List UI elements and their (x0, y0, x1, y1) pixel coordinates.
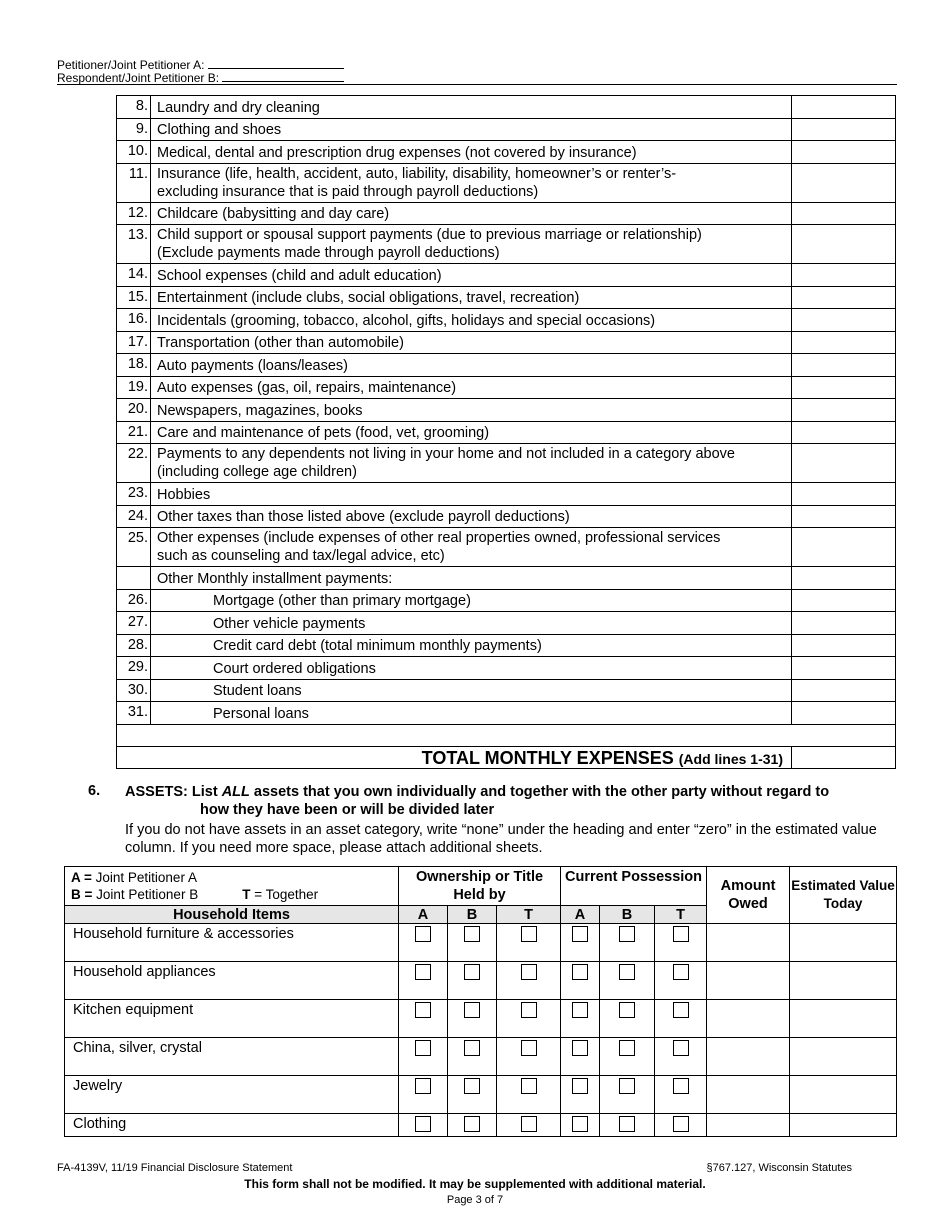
estimated-value-field[interactable] (790, 1114, 897, 1137)
possession-col-t: T (655, 906, 707, 924)
expense-text: Other taxes than those listed above (exclude payroll deductions) (157, 509, 570, 525)
estimated-value-field[interactable] (790, 1038, 897, 1076)
expense-row (117, 309, 896, 332)
assets-section-title (125, 783, 895, 819)
blank-row (117, 724, 896, 746)
expense-row (117, 505, 896, 528)
blank-cell (117, 724, 896, 746)
expense-amount-field[interactable] (792, 483, 896, 506)
checkbox-pos-b[interactable] (619, 1116, 635, 1132)
checkbox-own-b[interactable] (464, 1078, 480, 1094)
assets-title-emphasis: ALL (221, 784, 250, 800)
line-number: 30. (117, 679, 151, 702)
estimated-value-field[interactable] (790, 1076, 897, 1114)
expense-row (117, 264, 896, 287)
expense-amount-field[interactable] (792, 202, 896, 225)
expense-row (117, 444, 896, 483)
page-number: Page 3 of 7 (446, 1194, 504, 1206)
line-number: 10. (117, 141, 151, 164)
amount-owed-field[interactable] (707, 1076, 790, 1114)
expense-description (151, 118, 792, 141)
checkbox-cell (561, 962, 600, 1000)
checkbox-pos-a[interactable] (572, 1002, 588, 1018)
expense-row (117, 421, 896, 444)
checkbox-cell (655, 1000, 707, 1038)
expense-description (151, 483, 792, 506)
asset-row (65, 1114, 897, 1137)
expense-description (151, 225, 792, 264)
installment-amount-field[interactable] (792, 612, 896, 635)
checkbox-pos-t[interactable] (673, 1002, 689, 1018)
line-number: 31. (117, 702, 151, 725)
installment-amount-empty (792, 567, 896, 590)
possession-col-a: A (561, 906, 600, 924)
asset-row (65, 1000, 897, 1038)
expense-row (117, 141, 896, 164)
line-number: 15. (117, 286, 151, 309)
line-number: 11. (117, 163, 151, 202)
expense-text: Transportation (other than automobile) (157, 335, 404, 351)
expense-text-cont: (including college age children) (157, 464, 357, 480)
line-number: 19. (117, 376, 151, 399)
expense-description (151, 399, 792, 422)
amount-owed-field[interactable] (707, 962, 790, 1000)
expense-amount-field[interactable] (792, 421, 896, 444)
checkbox-cell (399, 1114, 448, 1137)
checkbox-cell (399, 924, 448, 962)
line-number: 27. (117, 612, 151, 635)
checkbox-cell (448, 1114, 497, 1137)
expense-text: Insurance (life, health, accident, auto, liability, disability, homeowner’s or renter’s- (157, 165, 677, 182)
checkbox-cell (561, 1000, 600, 1038)
checkbox-own-a[interactable] (415, 1040, 431, 1056)
expense-description (151, 331, 792, 354)
amount-owed-field[interactable] (707, 1000, 790, 1038)
expense-amount-field[interactable] (792, 225, 896, 264)
asset-item-label: China, silver, crystal (65, 1038, 399, 1076)
line-number: 20. (117, 399, 151, 422)
household-items-header: Household Items (65, 906, 399, 924)
expense-text: Hobbies (157, 486, 211, 503)
line-number: 23. (117, 483, 151, 506)
checkbox-pos-b[interactable] (619, 926, 635, 942)
installment-description: Personal loans (151, 702, 792, 725)
line-number: 16. (117, 309, 151, 332)
checkbox-own-a[interactable] (415, 1002, 431, 1018)
checkbox-cell (497, 1114, 561, 1137)
line-number: 21. (117, 421, 151, 444)
line-number: 29. (117, 657, 151, 680)
installment-row (117, 589, 896, 612)
installment-amount-field[interactable] (792, 679, 896, 702)
checkbox-cell (561, 1038, 600, 1076)
checkbox-own-t[interactable] (521, 1002, 537, 1018)
expense-description (151, 444, 792, 483)
checkbox-cell (655, 924, 707, 962)
asset-item-label: Kitchen equipment (65, 1000, 399, 1038)
expense-amount-field[interactable] (792, 163, 896, 202)
checkbox-cell (561, 924, 600, 962)
installment-description: Other vehicle payments (151, 612, 792, 635)
expense-text: Childcare (babysitting and day care) (157, 206, 390, 222)
expense-amount-field[interactable] (792, 376, 896, 399)
installment-row (117, 657, 896, 680)
checkbox-cell (497, 1038, 561, 1076)
expense-description (151, 286, 792, 309)
expense-row (117, 163, 896, 202)
expense-text: Payments to any dependents not living in your home and not included in a category above (157, 446, 735, 462)
checkbox-own-b[interactable] (464, 964, 480, 980)
checkbox-cell (600, 1114, 655, 1137)
possession-header: Current Possession (561, 867, 707, 906)
checkbox-cell (600, 1076, 655, 1114)
checkbox-pos-t[interactable] (673, 1040, 689, 1056)
expense-description (151, 141, 792, 164)
checkbox-cell (497, 1000, 561, 1038)
ownership-header: Ownership or Title Held by (399, 867, 561, 906)
petitioner-b-label: Respondent/Joint Petitioner B: (57, 71, 220, 85)
installment-row (117, 702, 896, 725)
total-note: (Add lines 1-31) (678, 750, 783, 767)
installment-label: Other Monthly installment payments: (151, 567, 792, 590)
expense-amount-field[interactable] (792, 96, 896, 119)
expense-description (151, 202, 792, 225)
asset-item-label: Jewelry (65, 1076, 399, 1114)
checkbox-cell (399, 1038, 448, 1076)
amount-owed-field[interactable] (707, 1114, 790, 1137)
line-number: 25. (117, 528, 151, 567)
monthly-expenses-table (116, 95, 896, 769)
section-number: 6. (88, 783, 101, 799)
checkbox-own-b[interactable] (464, 926, 480, 942)
checkbox-pos-t[interactable] (673, 926, 689, 942)
installment-heading-row (117, 567, 896, 590)
expense-amount-field[interactable] (792, 118, 896, 141)
checkbox-pos-t[interactable] (673, 964, 689, 980)
expense-description (151, 309, 792, 332)
expense-row (117, 376, 896, 399)
checkbox-cell (399, 962, 448, 1000)
assets-title-line2: how they have been or will be divided later (200, 802, 495, 818)
expense-text-cont: such as counseling and tax/legal advice, etc) (157, 548, 445, 564)
expense-description (151, 163, 792, 202)
expense-description (151, 376, 792, 399)
installment-description: Court ordered obligations (151, 657, 792, 680)
checkbox-cell (497, 924, 561, 962)
petitioner-b-line (57, 70, 344, 85)
expense-text: Care and maintenance of pets (food, vet, grooming) (157, 425, 490, 441)
ownership-col-t: T (497, 906, 561, 924)
expense-row (117, 225, 896, 264)
estimated-value-field[interactable] (790, 1000, 897, 1038)
installment-description: Mortgage (other than primary mortgage) (151, 589, 792, 612)
installment-amount-field[interactable] (792, 657, 896, 680)
line-number: 12. (117, 202, 151, 225)
line-number: 22. (117, 444, 151, 483)
expense-amount-field[interactable] (792, 309, 896, 332)
checkbox-pos-a[interactable] (572, 964, 588, 980)
checkbox-own-t[interactable] (521, 964, 537, 980)
checkbox-own-t[interactable] (521, 926, 537, 942)
checkbox-pos-t[interactable] (673, 1078, 689, 1094)
line-number-empty (117, 567, 151, 590)
checkbox-cell (448, 924, 497, 962)
checkbox-own-a[interactable] (415, 926, 431, 942)
expense-amount-field[interactable] (792, 528, 896, 567)
legend-cell (65, 867, 399, 906)
checkbox-cell (600, 1000, 655, 1038)
checkbox-own-t[interactable] (521, 1116, 537, 1132)
asset-row (65, 924, 897, 962)
expense-row (117, 118, 896, 141)
expense-amount-field[interactable] (792, 264, 896, 287)
asset-row (65, 962, 897, 1000)
amount-owed-field[interactable] (707, 1038, 790, 1076)
checkbox-own-t[interactable] (521, 1078, 537, 1094)
checkbox-cell (655, 1076, 707, 1114)
checkbox-pos-a[interactable] (572, 1040, 588, 1056)
checkbox-own-t[interactable] (521, 1040, 537, 1056)
petitioner-a-label: Petitioner/Joint Petitioner A: (57, 58, 205, 72)
possession-col-b: B (600, 906, 655, 924)
assets-title-rest: assets that you own individually and together with the other party without regard to (249, 784, 830, 800)
checkbox-own-a[interactable] (415, 1078, 431, 1094)
checkbox-cell (561, 1076, 600, 1114)
checkbox-cell (448, 1038, 497, 1076)
installment-row (117, 634, 896, 657)
expense-row (117, 202, 896, 225)
legend-b-t: B = Joint Petitioner B T = Together (71, 887, 319, 902)
expense-text: School expenses (child and adult education) (157, 267, 442, 284)
checkbox-pos-a[interactable] (572, 1078, 588, 1094)
installment-row (117, 612, 896, 635)
checkbox-own-b[interactable] (464, 1116, 480, 1132)
assets-instructions: If you do not have assets in an asset category, write “none” under the heading and enter “zero” in the estimated value column. If you need more space, please attach additional sheets. (125, 822, 877, 856)
expense-row (117, 399, 896, 422)
checkbox-cell (600, 924, 655, 962)
total-label: TOTAL MONTHLY EXPENSES (421, 747, 674, 768)
checkbox-cell (448, 1076, 497, 1114)
checkbox-own-b[interactable] (464, 1002, 480, 1018)
expense-amount-field[interactable] (792, 141, 896, 164)
checkbox-cell (655, 962, 707, 1000)
checkbox-cell (655, 1038, 707, 1076)
line-number: 28. (117, 634, 151, 657)
expense-text: Other expenses (include expenses of other real properties owned, professional services (157, 530, 721, 546)
checkbox-cell (600, 1038, 655, 1076)
expense-text: Laundry and dry cleaning (157, 99, 320, 116)
checkbox-cell (561, 1114, 600, 1137)
petitioner-a-field[interactable] (208, 57, 344, 69)
line-number: 14. (117, 264, 151, 287)
estimated-value-field[interactable] (790, 924, 897, 962)
total-row (117, 746, 896, 768)
line-number: 8. (117, 96, 151, 119)
expense-text: Newspapers, magazines, books (157, 402, 363, 419)
statute-ref: §767.127, Wisconsin Statutes (706, 1162, 852, 1174)
expense-text-cont: excluding insurance that is paid through payroll deductions) (157, 183, 539, 200)
expense-amount-field[interactable] (792, 286, 896, 309)
installment-row (117, 679, 896, 702)
checkbox-pos-b[interactable] (619, 964, 635, 980)
installment-description: Student loans (151, 679, 792, 702)
checkbox-cell (448, 1000, 497, 1038)
form-id: FA-4139V, 11/19 Financial Disclosure Statement (57, 1162, 293, 1174)
expense-amount-field[interactable] (792, 399, 896, 422)
checkbox-cell (399, 1000, 448, 1038)
modification-notice: This form shall not be modified. It may be supplemented with additional material. (244, 1177, 706, 1191)
legend-a: A = Joint Petitioner A (71, 870, 197, 885)
asset-item-label: Household appliances (65, 962, 399, 1000)
ownership-col-a: A (399, 906, 448, 924)
expense-row (117, 528, 896, 567)
asset-item-label: Household furniture & accessories (65, 924, 399, 962)
expense-description (151, 96, 792, 119)
expense-row (117, 286, 896, 309)
expense-row (117, 331, 896, 354)
checkbox-cell (600, 962, 655, 1000)
expense-amount-field[interactable] (792, 444, 896, 483)
household-assets-table (64, 866, 897, 1137)
checkbox-cell (448, 962, 497, 1000)
installment-amount-field[interactable] (792, 702, 896, 725)
expense-row (117, 96, 896, 119)
line-number: 9. (117, 118, 151, 141)
expense-row (117, 354, 896, 377)
expense-description (151, 528, 792, 567)
expense-text: Child support or spousal support payments (due to previous marriage or relationship) (157, 227, 702, 243)
expense-description (151, 354, 792, 377)
checkbox-cell (655, 1114, 707, 1137)
expense-text: Entertainment (include clubs, social obligations, travel, recreation) (157, 290, 580, 306)
expense-text: Incidentals (grooming, tobacco, alcohol, gifts, holidays and special occasions) (157, 312, 656, 329)
line-number: 26. (117, 589, 151, 612)
checkbox-pos-t[interactable] (673, 1116, 689, 1132)
checkbox-pos-b[interactable] (619, 1040, 635, 1056)
expense-description (151, 264, 792, 287)
petitioner-b-field[interactable] (222, 70, 344, 82)
installment-amount-field[interactable] (792, 589, 896, 612)
asset-row (65, 1076, 897, 1114)
total-amount-field[interactable] (792, 746, 896, 768)
checkbox-pos-a[interactable] (572, 926, 588, 942)
estimated-value-header: Estimated Value Today (790, 867, 897, 924)
header-divider (57, 84, 897, 85)
line-number: 13. (117, 225, 151, 264)
expense-text: Medical, dental and prescription drug expenses (not covered by insurance) (157, 144, 637, 161)
expense-amount-field[interactable] (792, 505, 896, 528)
line-number: 17. (117, 331, 151, 354)
amount-owed-field[interactable] (707, 924, 790, 962)
checkbox-own-a[interactable] (415, 964, 431, 980)
expense-amount-field[interactable] (792, 331, 896, 354)
expense-description (151, 505, 792, 528)
checkbox-own-b[interactable] (464, 1040, 480, 1056)
expense-row (117, 483, 896, 506)
checkbox-pos-b[interactable] (619, 1078, 635, 1094)
line-number: 18. (117, 354, 151, 377)
amount-owed-header: Amount Owed (707, 867, 790, 924)
expense-text: Auto payments (loans/leases) (157, 357, 349, 374)
assets-title-lead: ASSETS: List (125, 784, 222, 800)
asset-item-label: Clothing (65, 1114, 399, 1137)
checkbox-cell (399, 1076, 448, 1114)
checkbox-cell (497, 1076, 561, 1114)
checkbox-pos-b[interactable] (619, 1002, 635, 1018)
expense-text: Auto expenses (gas, oil, repairs, maintenance) (157, 380, 457, 396)
expense-amount-field[interactable] (792, 354, 896, 377)
checkbox-pos-a[interactable] (572, 1116, 588, 1132)
asset-row (65, 1038, 897, 1076)
checkbox-cell (497, 962, 561, 1000)
total-label-cell (117, 746, 792, 768)
installment-amount-field[interactable] (792, 634, 896, 657)
expense-description (151, 421, 792, 444)
ownership-col-b: B (448, 906, 497, 924)
expense-text-cont: (Exclude payments made through payroll deductions) (157, 245, 500, 261)
estimated-value-field[interactable] (790, 962, 897, 1000)
line-number: 24. (117, 505, 151, 528)
expense-text: Clothing and shoes (157, 122, 282, 138)
checkbox-own-a[interactable] (415, 1116, 431, 1132)
installment-description: Credit card debt (total minimum monthly payments) (151, 634, 792, 657)
